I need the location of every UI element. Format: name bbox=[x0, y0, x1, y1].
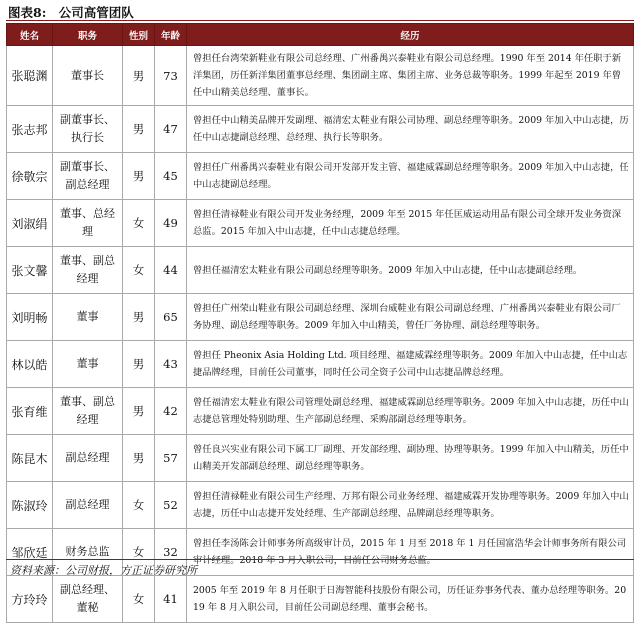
exec-name: 张文馨 bbox=[7, 247, 53, 294]
exec-gender: 男 bbox=[123, 106, 155, 153]
exec-name: 陈昆木 bbox=[7, 435, 53, 482]
exec-age: 44 bbox=[155, 247, 187, 294]
header-age: 年龄 bbox=[155, 24, 187, 46]
table-row bbox=[7, 482, 634, 529]
exec-gender: 男 bbox=[123, 294, 155, 341]
exec-position: 副总经理 bbox=[53, 482, 123, 529]
exec-gender: 女 bbox=[123, 482, 155, 529]
exec-name: 徐敬宗 bbox=[7, 153, 53, 200]
table-row bbox=[7, 106, 634, 153]
table-row bbox=[7, 576, 634, 623]
exec-age: 45 bbox=[155, 153, 187, 200]
exec-bio: 曾担任清禄鞋业有限公司生产经理、万邦有限公司业务经理、福建威霖开发协理等职务。2009 年加入中山志捷，历任中山志捷开发处经理、生产部副总经理、品牌副总经理等职务。 bbox=[187, 482, 634, 529]
exec-position: 董事、副总经理 bbox=[53, 247, 123, 294]
exec-name: 方玲玲 bbox=[7, 576, 53, 623]
header-name: 姓名 bbox=[7, 24, 53, 46]
exec-gender: 男 bbox=[123, 388, 155, 435]
table-row bbox=[7, 388, 634, 435]
exec-gender: 男 bbox=[123, 153, 155, 200]
table-row bbox=[7, 46, 634, 106]
table-row bbox=[7, 341, 634, 388]
table-row bbox=[7, 294, 634, 341]
table-row bbox=[7, 435, 634, 482]
exec-age: 43 bbox=[155, 341, 187, 388]
exec-age: 52 bbox=[155, 482, 187, 529]
exec-gender: 女 bbox=[123, 200, 155, 247]
caption-divider bbox=[6, 20, 634, 21]
exec-position: 副董事长、副总经理 bbox=[53, 153, 123, 200]
exec-position: 财务总监 bbox=[53, 529, 123, 576]
table-row bbox=[7, 200, 634, 247]
source-note: 资料来源：公司财报，方正证券研究所 bbox=[10, 564, 197, 577]
exec-age: 49 bbox=[155, 200, 187, 247]
header-position: 职务 bbox=[53, 24, 123, 46]
exec-gender: 女 bbox=[123, 576, 155, 623]
exec-gender: 男 bbox=[123, 435, 155, 482]
exec-name: 张育维 bbox=[7, 388, 53, 435]
exec-bio: 曾任福清宏太鞋业有限公司管理处副总经理、福建威霖副总经理等职务。2009 年加入中山志捷，历任中山志捷总管理处特别助理、生产部副总经理、采购部副总经理等职务。 bbox=[187, 388, 634, 435]
figure-caption: 图表8: 公司高管团队 bbox=[8, 5, 134, 20]
exec-position: 董事、总经理 bbox=[53, 200, 123, 247]
exec-age: 73 bbox=[155, 46, 187, 106]
exec-bio: 曾担任广州荣山鞋业有限公司副总经理、深圳台威鞋业有限公司副总经理、广州番禺兴泰鞋业有限公司厂务协理、副总经理等职务。2009 年加入中山精美，曾任厂务协理、副总经理等职务。 bbox=[187, 294, 634, 341]
table-header-row bbox=[7, 24, 634, 46]
exec-name: 邹欣廷 bbox=[7, 529, 53, 576]
exec-gender: 女 bbox=[123, 247, 155, 294]
exec-age: 41 bbox=[155, 576, 187, 623]
exec-bio: 2005 年至 2019 年 8 月任职于日海智能科技股份有限公司，历任证券事务代表、董办总经理等职务。2019 年 8 月入职公司，目前任公司副总经理、董事会秘书。 bbox=[187, 576, 634, 623]
header-gender: 性别 bbox=[123, 24, 155, 46]
exec-position: 副董事长、执行长 bbox=[53, 106, 123, 153]
exec-age: 42 bbox=[155, 388, 187, 435]
table-row bbox=[7, 153, 634, 200]
exec-name: 刘淑绢 bbox=[7, 200, 53, 247]
exec-position: 董事 bbox=[53, 294, 123, 341]
executive-table bbox=[6, 23, 634, 623]
header-bio: 经历 bbox=[187, 24, 634, 46]
exec-name: 刘明畅 bbox=[7, 294, 53, 341]
exec-bio: 曾担任台湾荣新鞋业有限公司总经理、广州番禺兴泰鞋业有限公司总经理。1990 年至 2014 年任职于新洋集团，历任新洋集团董事总经理、集团副主席、集团主席、业务总裁等职务。1999 年起至 2019 年曾任中山精美总经理、董事长。 bbox=[187, 46, 634, 106]
exec-name: 张聪渊 bbox=[7, 46, 53, 106]
exec-bio: 曾担任清禄鞋业有限公司开发业务经理，2009 年至 2015 年任匡威运动用品有限公司全球开发业务资深总监。2015 年加入中山志捷，任中山志捷总经理。 bbox=[187, 200, 634, 247]
exec-bio: 曾担任 Pheonix Asia Holding Ltd. 项目经理、福建威霖经理等职务。2009 年加入中山志捷，任中山志捷品牌经理，目前任公司董事，同时任公司全资子公司中山志捷品牌总经理。 bbox=[187, 341, 634, 388]
exec-position: 董事、副总经理 bbox=[53, 388, 123, 435]
exec-age: 57 bbox=[155, 435, 187, 482]
exec-position: 副总经理 bbox=[53, 435, 123, 482]
exec-position: 董事长 bbox=[53, 46, 123, 106]
exec-bio: 曾担任福清宏太鞋业有限公司副总经理等职务。2009 年加入中山志捷，任中山志捷副总经理。 bbox=[187, 247, 634, 294]
exec-gender: 男 bbox=[123, 341, 155, 388]
exec-gender: 女 bbox=[123, 529, 155, 576]
source-divider bbox=[6, 559, 634, 560]
table-row bbox=[7, 247, 634, 294]
exec-bio: 曾担任李汤陈会计师事务所高级审计员，2015 年 1 月至 2018 年 1 月任国富浩华会计师事务所有限公司审计经理。2018 年 3 月入职公司，目前任公司财务总监。 bbox=[187, 529, 634, 576]
exec-name: 林以皓 bbox=[7, 341, 53, 388]
exec-gender: 男 bbox=[123, 46, 155, 106]
exec-age: 65 bbox=[155, 294, 187, 341]
exec-bio: 曾担任广州番禺兴泰鞋业有限公司开发部开发主管、福建威霖副总经理等职务。2009 年加入中山志捷，任中山志捷副总经理。 bbox=[187, 153, 634, 200]
exec-position: 副总经理、董秘 bbox=[53, 576, 123, 623]
exec-age: 32 bbox=[155, 529, 187, 576]
exec-age: 47 bbox=[155, 106, 187, 153]
exec-name: 张志邦 bbox=[7, 106, 53, 153]
exec-bio: 曾担任中山精美品牌开发副理、福清宏太鞋业有限公司协理、副总经理等职务。2009 年加入中山志捷，历任中山志捷副总经理、总经理、执行长等职务。 bbox=[187, 106, 634, 153]
exec-position: 董事 bbox=[53, 341, 123, 388]
exec-name: 陈淑玲 bbox=[7, 482, 53, 529]
exec-bio: 曾任良兴实业有限公司下属工厂副理、开发部经理、副协理、协理等职务。1999 年加入中山精美，历任中山精美开发部副总经理、副总经理等职务。 bbox=[187, 435, 634, 482]
